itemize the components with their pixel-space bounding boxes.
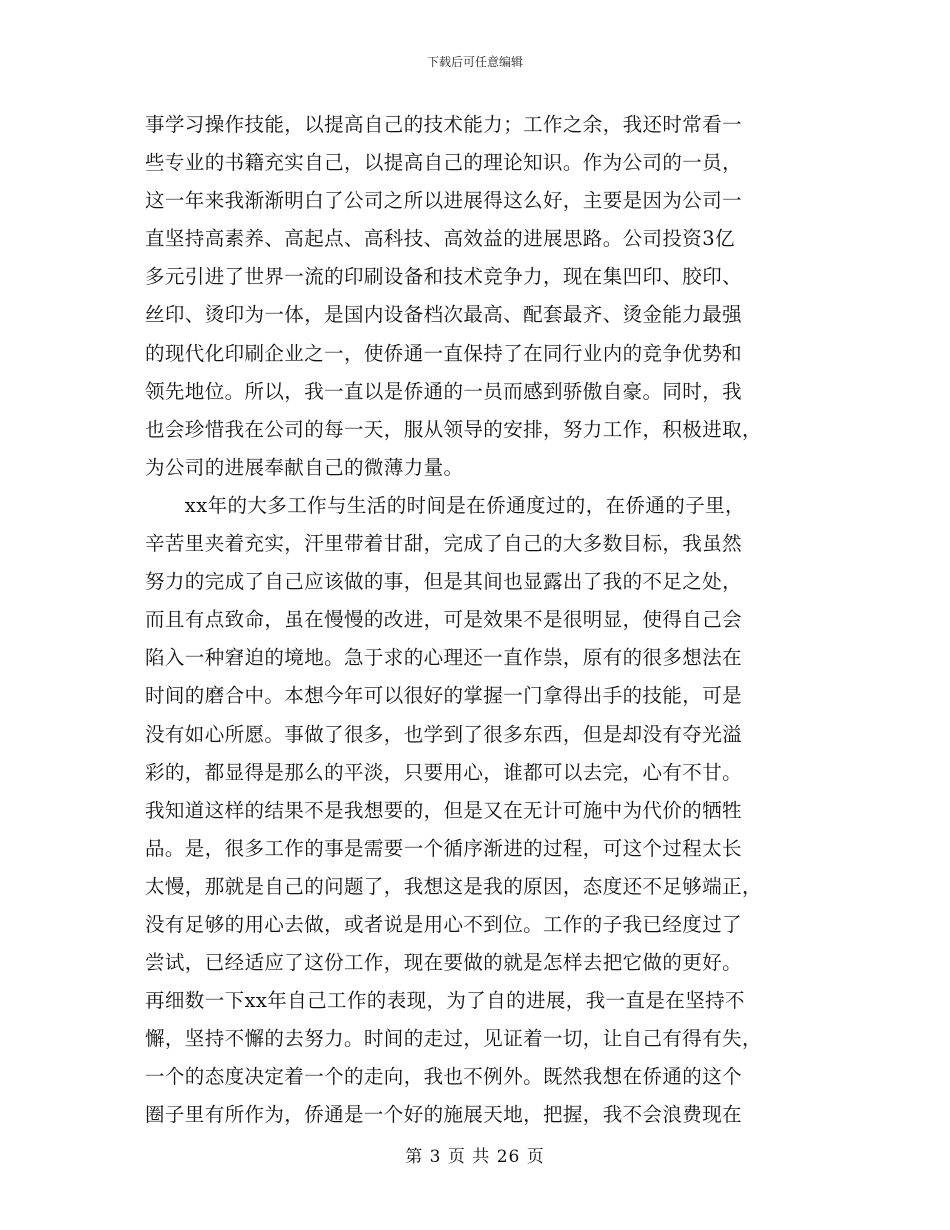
- text-line: 多元引进了世界一流的印刷设备和技术竞争力，现在集凹印、胶印、: [145, 265, 743, 289]
- body-text: [145, 106, 805, 1135]
- text-line: 这一年来我渐渐明白了公司之所以进展得这么好，主要是因为公司一: [145, 189, 743, 213]
- text-line: 些专业的书籍充实自己，以提高自己的理论知识。作为公司的一员，: [145, 151, 743, 175]
- text-line: 而且有点致命，虽在慢慢的改进，可是效果不是很明显，使得自己会: [145, 608, 743, 632]
- text-line: 我知道这样的结果不是我想要的，但是又在无计可施中为代价的牺牲: [145, 798, 743, 822]
- text-line: 尝试，已经适应了这份工作，现在要做的就是怎样去把它做的更好。: [145, 951, 743, 975]
- text-line: 彩的，都显得是那么的平淡，只要用心，谁都可以去完，心有不甘。: [145, 760, 743, 784]
- text-line: 懈，坚持不懈的去努力。时间的走过，见证着一切，让自己有得有失，: [145, 1027, 762, 1051]
- text-line: 没有如心所愿。事做了很多，也学到了很多东西，但是却没有夺光溢: [145, 722, 743, 746]
- text-line: 陷入一种窘迫的境地。急于求的心理还一直作祟，原有的很多想法在: [145, 646, 743, 670]
- page-header: 下载后可任意编辑: [426, 55, 523, 69]
- text-line: 再细数一下xx年自己工作的表现，为了自的进展，我一直是在坚持不: [145, 989, 745, 1013]
- text-line: 直坚持高素养、高起点、高科技、高效益的进展思路。公司投资3亿: [145, 227, 735, 251]
- text-line: 事学习操作技能，以提高自己的技术能力；工作之余，我还时常看一: [145, 113, 743, 136]
- text-line: 也会珍惜我在公司的每一天，服从领导的安排，努力工作，积极进取，: [145, 417, 762, 441]
- text-line: 领先地位。所以，我一直以是侨通的一员而感到骄傲自豪。同时，我: [145, 379, 743, 403]
- text-line: 丝印、烫印为一体，是国内设备档次最高、配套最齐、烫金能力最强: [145, 303, 743, 327]
- text-line: 太慢，那就是自己的问题了，我想这是我的原因，态度还不足够端正，: [145, 874, 762, 898]
- text-line: 为公司的进展奉献自己的微薄力量。: [145, 455, 464, 479]
- text-line: 时间的磨合中。本想今年可以很好的掌握一门拿得出手的技能，可是: [145, 684, 743, 708]
- text-line: 努力的完成了自己应该做的事，但是其间也显露出了我的不足之处，: [145, 570, 743, 594]
- text-line: 的现代化印刷企业之一，使侨通一直保持了在同行业内的竞争优势和: [145, 341, 743, 365]
- page-number-footer: 第 3 页 共 26 页: [405, 1147, 545, 1167]
- text-line: 辛苦里夹着充实，汗里带着甘甜，完成了自己的大多数目标，我虽然: [145, 532, 743, 556]
- text-line: 没有足够的用心去做，或者说是用心不到位。工作的子我已经度过了: [145, 912, 743, 936]
- text-line: 圈子里有所作为，侨通是一个好的施展天地，把握，我不会浪费现在: [145, 1103, 743, 1127]
- text-line: xx年的大多工作与生活的时间是在侨通度过的，在侨通的子里，: [145, 493, 745, 517]
- text-line: 品。是，很多工作的事是需要一个循序渐进的过程，可这个过程太长: [145, 836, 743, 860]
- text-line: 一个的态度决定着一个的走向，我也不例外。既然我想在侨通的这个: [145, 1065, 743, 1089]
